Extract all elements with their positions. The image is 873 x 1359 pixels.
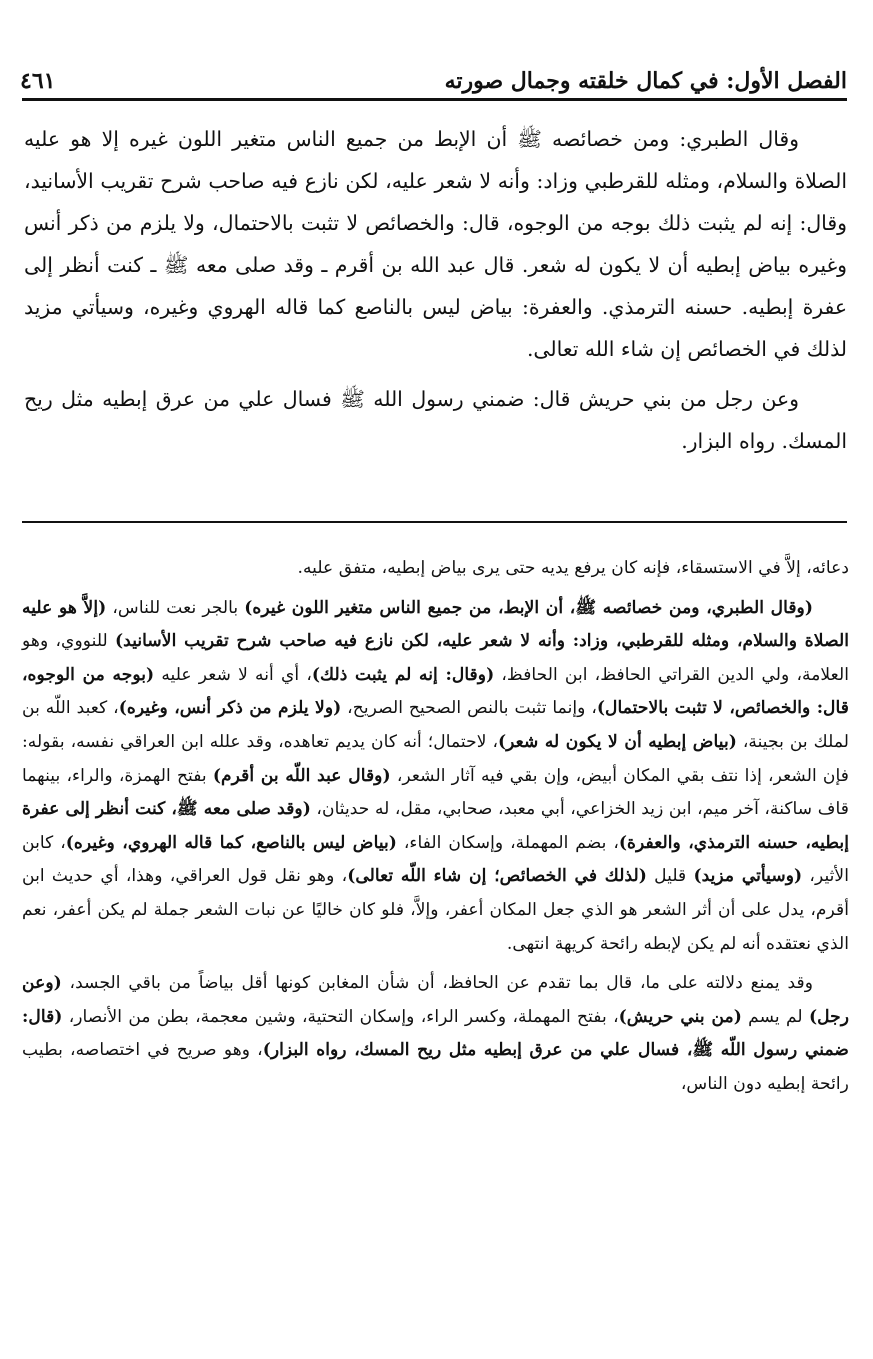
commentary-divider xyxy=(22,521,847,523)
header-divider xyxy=(22,98,847,101)
commentary-paragraph xyxy=(22,967,849,1101)
commentary-text: ، وهو نقل قول العراقي، وهذا، أي حديث ابن أقرم، يدل على أن أثر الشعر هو الذي جعل المكان أعفر، وإلاَّ، فلو كان خاليًا عن نبات الشعر جملة لم يكن أعفر، نعم الذي نعتقده أنه لم يكن لإبطه رائحة كريهة انتهى. xyxy=(22,866,849,954)
quoted-text: (وعن رجل) xyxy=(22,973,850,1027)
quoted-text: (وقال: إنه لم يثبت ذلك) xyxy=(311,664,495,685)
quoted-text: (لذلك في الخصائص؛ إن شاء اللّه تعالى) xyxy=(347,866,647,887)
commentary-text: ، كعبد اللّه بن لملك بن بجينة، xyxy=(22,698,850,752)
page-number: ٤٦١ xyxy=(20,68,56,94)
commentary-text: للنووي، وهو العلامة، ولي الدين القراتي الحافظ، ابن الحافظ، xyxy=(22,631,849,685)
commentary-text: ، كابن الأثير، xyxy=(22,832,850,887)
commentary-text: ، بضم المهملة، وإسكان الفاء، xyxy=(396,832,619,853)
commentary-paragraph xyxy=(22,552,849,586)
commentary-paragraph xyxy=(22,592,849,962)
page-header xyxy=(20,52,847,92)
commentary-text: بفتح الهمزة، والراء، بينهما قاف ساكنة، آخر ميم، ابن زيد الخزاعي، أبي معبد، صحابي، مقل، له حديثان، xyxy=(22,765,850,820)
commentary-text: لم يسم xyxy=(741,1006,809,1027)
commentary-text: ، وإنما تثبت بالنص الصحيح الصريح، xyxy=(341,698,597,719)
commentary-text: بالجر نعت للناس، xyxy=(106,597,245,618)
commentary-text: دعائه، إلاَّ في الاستسقاء، فإنه كان يرفع يديه حتى يرى بياض إبطيه، متفق عليه. xyxy=(297,558,849,578)
main-paragraph: وقال الطبري: ومن خصائصه ﷺ أن الإبط من جميع الناس متغير اللون غيره إلا هو عليه الصلاة والسلام، ومثله للقرطبي وزاد: وأنه لا شعر عليه، لكن نازع فيه صاحب شرح تقريب الأسانيد، وقال: إنه لم يثبت ذلك بوجه من الوجوه، قال: والخصائص لا تثبت بالاحتمال، ولا يلزم من ذكر أنس وغيره بياض إبطيه أن لا يكون له شعر. قال عبد الله بن أقرم ـ وقد صلى معه ﷺ ـ كنت أنظر إلى عفرة إبطيه. حسنه الترمذي. والعفرة: بياض ليس بالناصع كما قاله الهروي وغيره، وسيأتي مزيد لذلك في الخصائص إن شاء الله تعالى. xyxy=(24,127,847,361)
quoted-text: (إلاَّ هو عليه الصلاة والسلام، ومثله للقرطبي، وزاد: وأنه لا شعر عليه، لكن نازع فيه صاحب شرح تقريب الأسانيد) xyxy=(22,597,849,652)
quoted-text: (وقال الطبري، ومن خصائصه ﷺ، أن الإبط، من جميع الناس متغير اللون غيره) xyxy=(244,597,813,618)
chapter-title: الفصل الأول: في كمال خلقته وجمال صورته xyxy=(444,68,847,94)
commentary-text: قليل xyxy=(646,866,694,887)
commentary-text: ، لاحتمال؛ أنه كان يديم تعاهده، وقد علله ابن العراقي نفسه، بقوله: فإن الشعر، إذا نتف بقي المكان أبيض، وإن بقي فيه آثار الشعر، xyxy=(22,731,849,786)
commentary-text: ، بفتح المهملة، وكسر الراء، وإسكان التحتية، وشين معجمة، بطن من الأنصار، xyxy=(62,1006,619,1027)
commentary-text: ، وهو صريح في اختصاصه، بطيب رائحة إبطيه دون الناس، xyxy=(22,1040,849,1094)
commentary-text: ، أي أنه لا شعر عليه xyxy=(154,664,312,685)
quoted-text: (وقد صلى معه ﷺ، كنت أنظر إلى عفرة إبطيه، حسنه الترمذي، والعفرة) xyxy=(22,799,849,853)
commentary xyxy=(22,552,849,1102)
main-text xyxy=(24,118,847,462)
quoted-text: (بياض ليس بالناصع، كما قاله الهروي، وغيره) xyxy=(65,832,397,853)
quoted-text: (ولا يلزم من ذكر أنس، وغيره) xyxy=(118,698,342,719)
quoted-text: (وسيأتي مزيد) xyxy=(693,866,803,887)
quoted-text: (وقال عبد اللّه بن أقرم) xyxy=(212,765,391,786)
quoted-text: (بياض إبطيه أن لا يكون له شعر) xyxy=(498,731,737,752)
quoted-text: (قال: ضمني رسول اللّه ﷺ، فسال علي من عرق إبطيه مثل ريح المسك، رواه البزار) xyxy=(22,1006,849,1061)
quoted-text: (من بني حريش) xyxy=(618,1006,742,1027)
main-paragraph: وعن رجل من بني حريش قال: ضمني رسول الله ﷺ فسال علي من عرق إبطيه مثل ريح المسك. رواه البزار. xyxy=(24,387,847,453)
quoted-text: (بوجه من الوجوه، قال: والخصائص، لا تثبت بالاحتمال) xyxy=(22,664,849,719)
commentary-text: وقد يمنع دلالته على ما، قال بما تقدم عن الحافظ، أن شأن المغابن كونها أقل بياضاً من باقي الجسد، xyxy=(61,973,813,994)
